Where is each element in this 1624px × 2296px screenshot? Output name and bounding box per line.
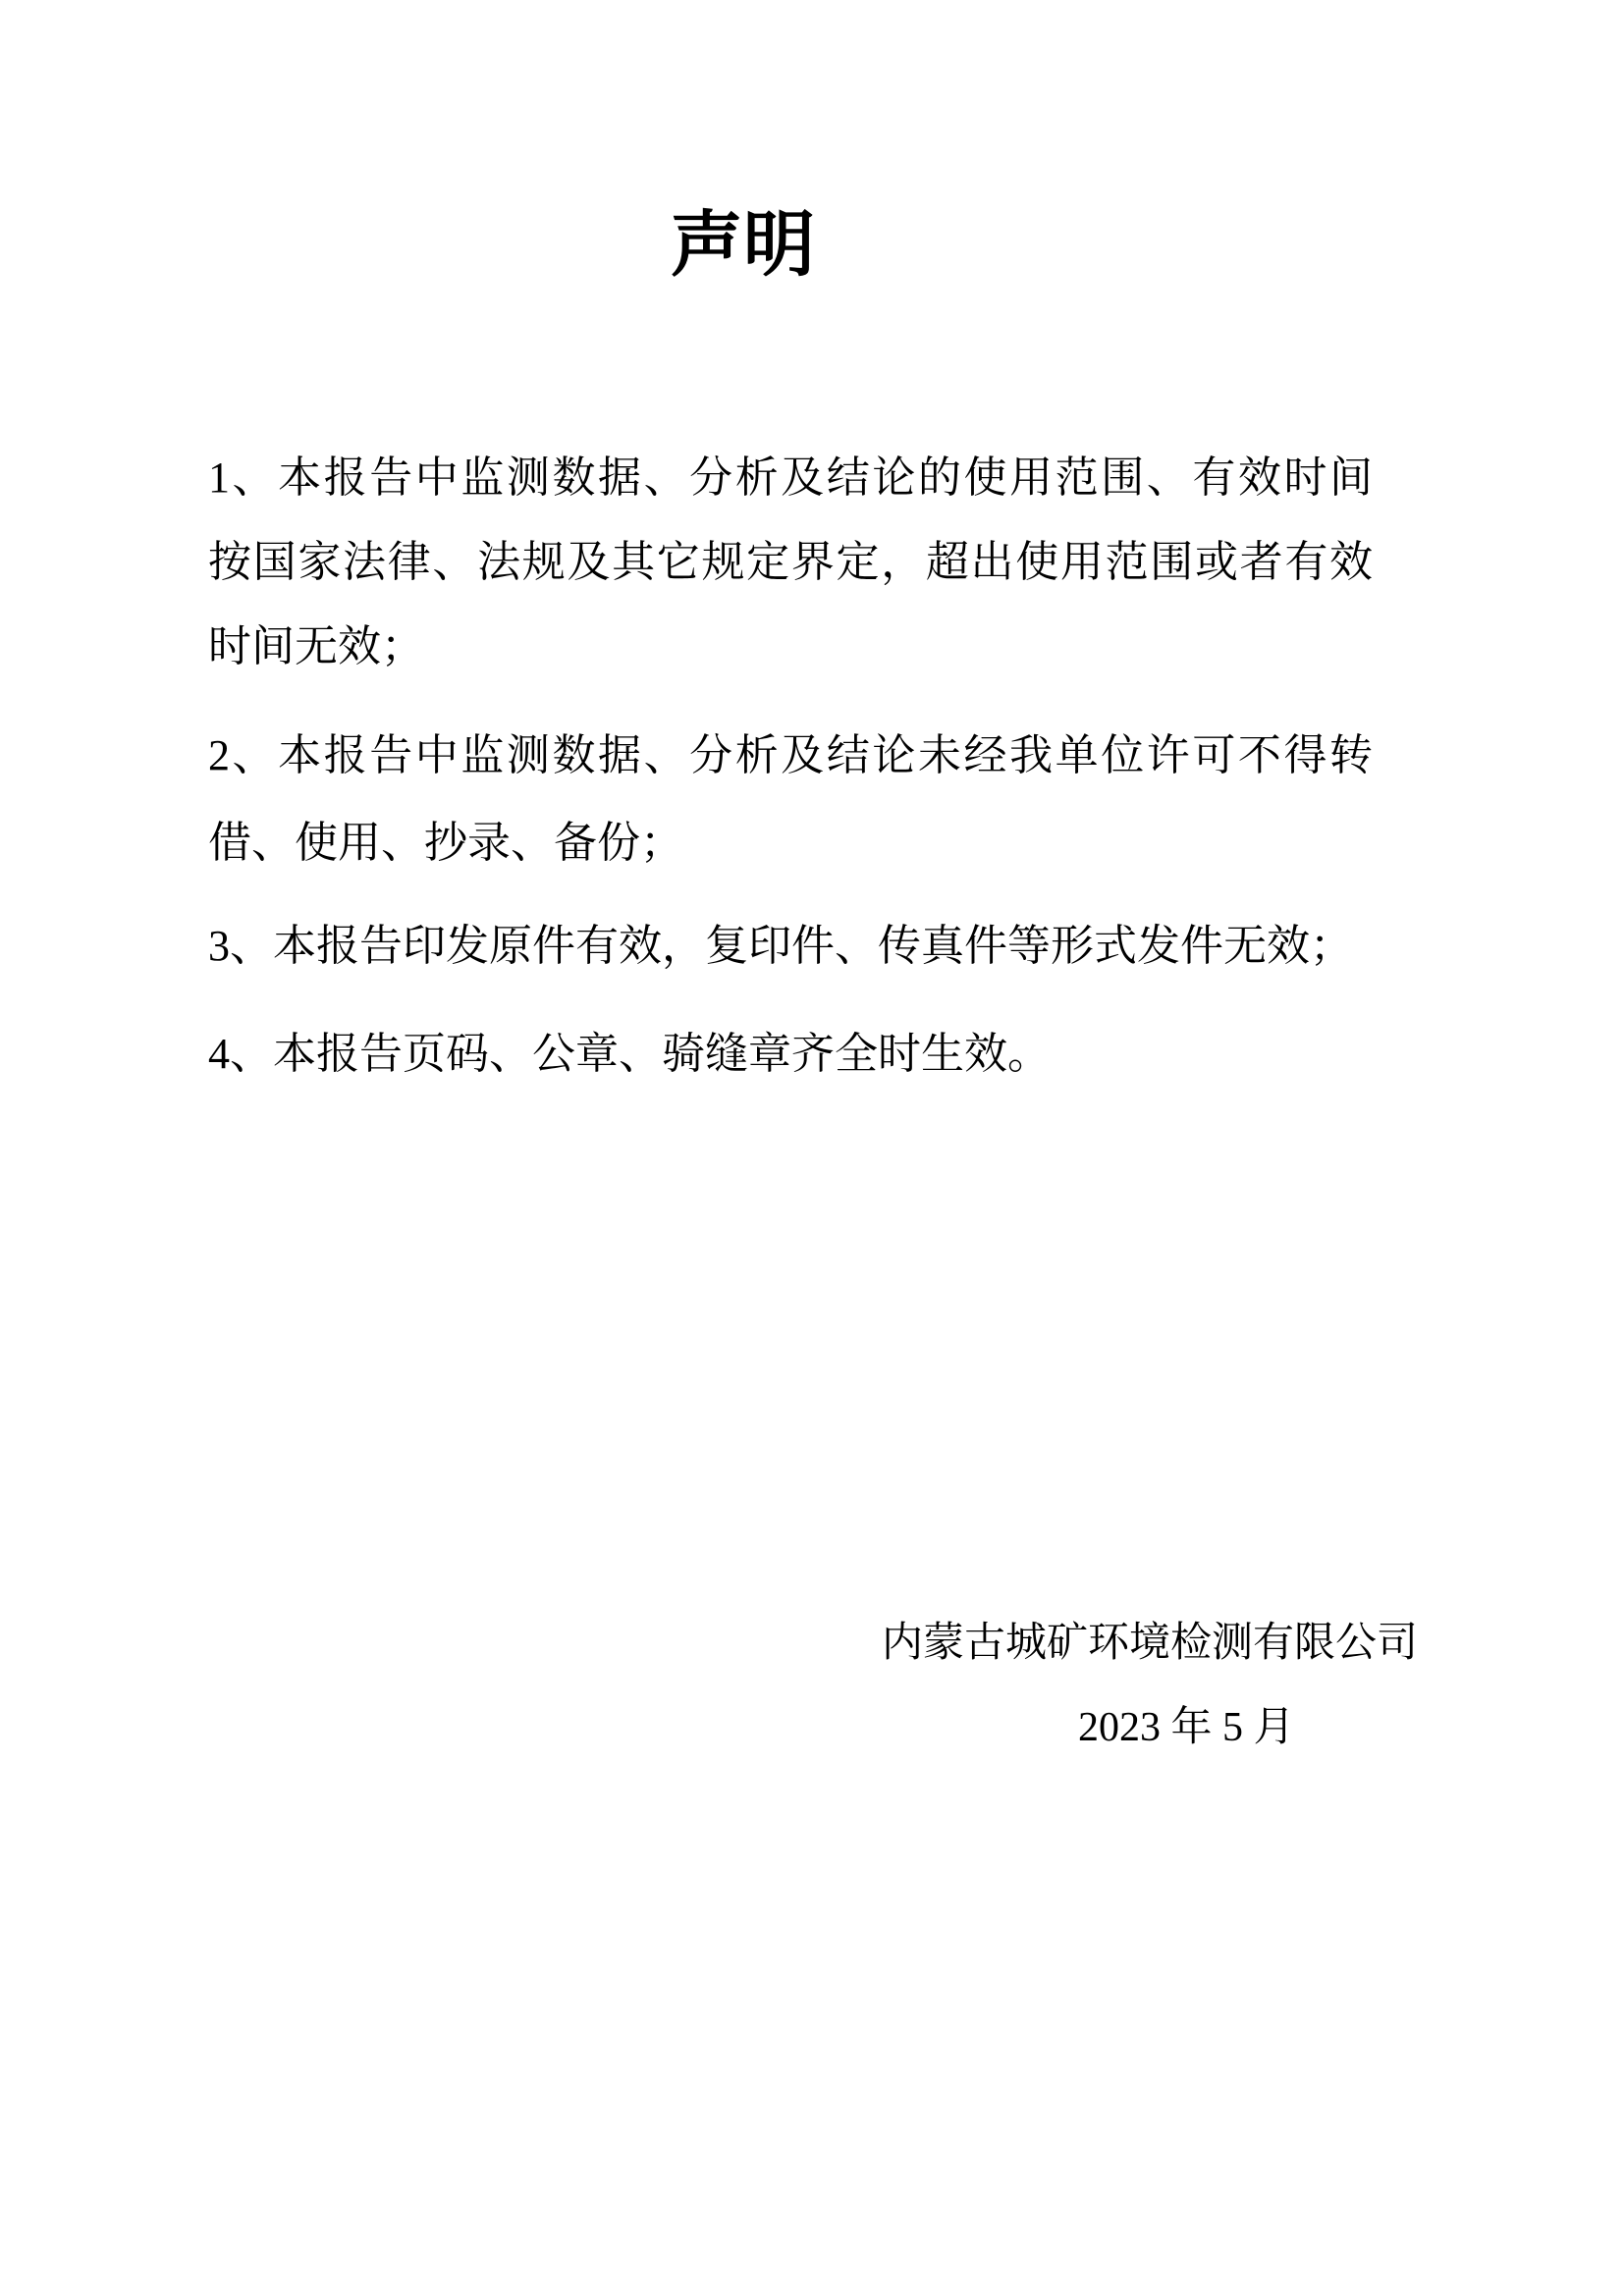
company-name: 内蒙古城矿环境检测有限公司 [882, 1621, 1419, 1666]
paragraph-2-line-2: 借、使用、抄录、备份； [208, 819, 683, 867]
page-title: 声明 [671, 205, 816, 285]
paragraph-3-line-1: 3、本报告印发原件有效，复印件、传真件等形式发件无效； [208, 922, 1353, 970]
paragraph-1-line-2: 按国家法律、法规及其它规定界定，超出使用范围或者有效 [208, 538, 1373, 586]
report-date: 2023 年 5 月 [1078, 1705, 1295, 1750]
paragraph-1-line-1: 1、本报告中监测数据、分析及结论的使用范围、有效时间 [208, 454, 1373, 502]
paragraph-1-line-3: 时间无效； [208, 622, 424, 670]
paragraph-2-line-1: 2、本报告中监测数据、分析及结论未经我单位许可不得转 [208, 731, 1373, 779]
paragraph-4-line-1: 4、本报告页码、公章、骑缝章齐全时生效。 [208, 1030, 1051, 1078]
